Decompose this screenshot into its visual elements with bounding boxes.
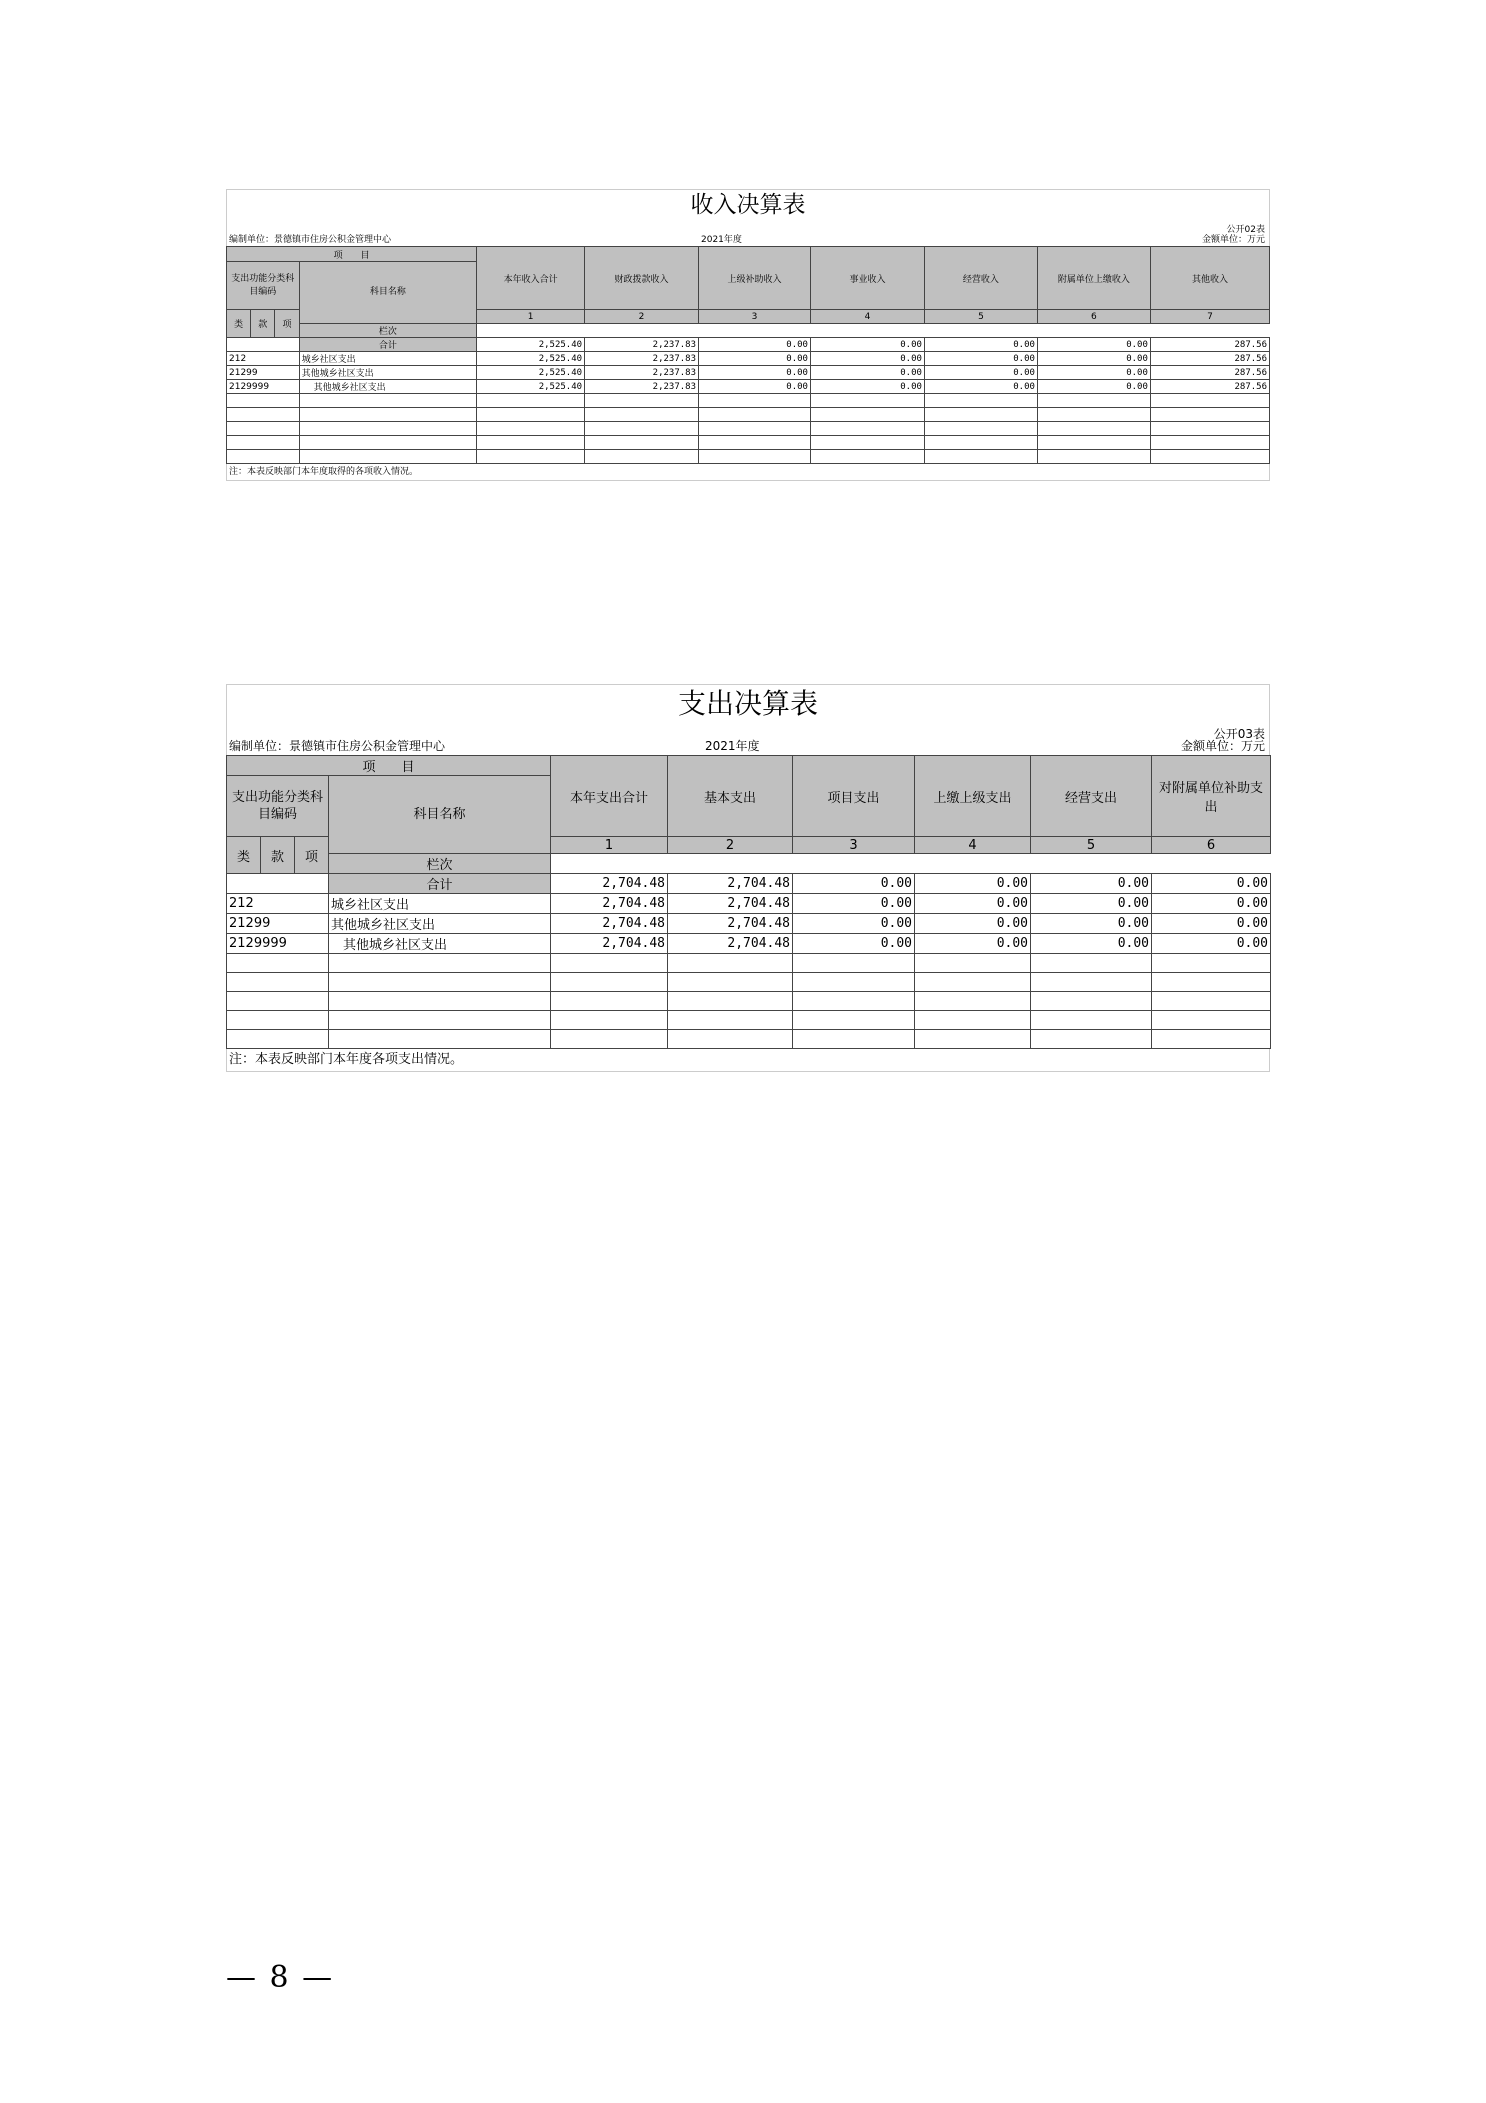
row-value: 0.00 <box>699 352 811 366</box>
income-h-lanci: 栏次 <box>299 324 477 338</box>
row-value: 0.00 <box>793 934 915 954</box>
row-value: 2,525.40 <box>477 352 585 366</box>
row-value: 0.00 <box>1031 914 1152 934</box>
row-name: 其他城乡社区支出 <box>299 366 477 380</box>
expense-header-class: 支出功能分类科目编码 <box>227 776 329 837</box>
row-name: 其他城乡社区支出 <box>329 934 551 954</box>
row-value: 0.00 <box>1152 914 1271 934</box>
row-value: 0.00 <box>1037 380 1150 394</box>
expense-col-header: 基本支出 <box>668 756 793 837</box>
table-row <box>227 894 1271 914</box>
income-unit-label: 编制单位：景德镇市住房公积金管理中心 <box>229 235 392 245</box>
income-col-num: 7 <box>1150 310 1269 324</box>
expense-col-num: 3 <box>793 837 915 854</box>
row-name: 其他城乡社区支出 <box>299 380 477 394</box>
income-col-header: 上级补助收入 <box>699 247 811 310</box>
income-money-unit: 金额单位：万元 <box>1201 235 1265 245</box>
row-value: 0.00 <box>793 914 915 934</box>
income-h-total: 合计 <box>299 338 477 352</box>
expense-col-num: 6 <box>1152 837 1271 854</box>
row-value: 2,704.48 <box>551 894 668 914</box>
expense-total-value: 0.00 <box>1152 874 1271 894</box>
row-value: 0.00 <box>924 366 1037 380</box>
income-total-row <box>227 338 1270 352</box>
expense-h-total: 合计 <box>329 874 551 894</box>
row-value: 0.00 <box>915 894 1031 914</box>
row-value: 287.56 <box>1150 380 1269 394</box>
income-col-header: 财政拨款收入 <box>585 247 699 310</box>
income-h-kuan: 款 <box>251 310 275 338</box>
income-total-value: 0.00 <box>924 338 1037 352</box>
expense-note: 注：本表反映部门本年度各项支出情况。 <box>226 1049 1270 1072</box>
table-row <box>227 366 1270 380</box>
row-value: 0.00 <box>1037 366 1150 380</box>
income-col-header: 经营收入 <box>924 247 1037 310</box>
table-row <box>227 934 1271 954</box>
row-value: 287.56 <box>1150 352 1269 366</box>
expense-statement <box>226 684 1270 1072</box>
income-h-xiang: 项 <box>275 310 299 338</box>
row-value: 0.00 <box>699 380 811 394</box>
expense-col-header: 上缴上级支出 <box>915 756 1031 837</box>
income-col-num: 6 <box>1037 310 1150 324</box>
row-name: 其他城乡社区支出 <box>329 914 551 934</box>
expense-year: 2021年度 <box>705 739 760 753</box>
income-header-name: 科目名称 <box>299 262 477 324</box>
income-note: 注：本表反映部门本年度取得的各项收入情况。 <box>226 464 1270 481</box>
expense-money-unit: 金额单位：万元 <box>1180 739 1265 753</box>
expense-h-xiang: 项 <box>295 837 329 874</box>
income-total-value: 0.00 <box>699 338 811 352</box>
empty-row <box>227 992 1271 1011</box>
page-number: — 8 — <box>226 1960 335 1995</box>
expense-total-value: 0.00 <box>793 874 915 894</box>
income-header-class: 支出功能分类科目编码 <box>227 262 300 310</box>
expense-title: 支出决算表 <box>226 684 1270 723</box>
table-row <box>227 380 1270 394</box>
empty-row <box>227 394 1270 408</box>
row-value: 0.00 <box>1031 894 1152 914</box>
income-total-value: 0.00 <box>1037 338 1150 352</box>
income-col-num: 1 <box>477 310 585 324</box>
income-total-value: 0.00 <box>810 338 924 352</box>
expense-total-value: 2,704.48 <box>551 874 668 894</box>
row-value: 0.00 <box>1037 352 1150 366</box>
expense-h-kuan: 款 <box>261 837 295 874</box>
row-code: 212 <box>227 352 300 366</box>
income-form-code: 公开02表 <box>1226 225 1265 235</box>
row-value: 0.00 <box>810 380 924 394</box>
row-value: 0.00 <box>915 934 1031 954</box>
income-title: 收入决算表 <box>226 189 1270 220</box>
income-col-header: 事业收入 <box>810 247 924 310</box>
row-value: 0.00 <box>1152 894 1271 914</box>
row-code: 21299 <box>227 366 300 380</box>
row-name: 城乡社区支出 <box>299 352 477 366</box>
row-value: 2,237.83 <box>585 366 699 380</box>
expense-header-xm: 项 目 <box>227 756 551 776</box>
row-value: 2,704.48 <box>668 894 793 914</box>
expense-total-value: 2,704.48 <box>668 874 793 894</box>
row-value: 2,237.83 <box>585 352 699 366</box>
expense-total-row <box>227 874 1271 894</box>
row-value: 2,525.40 <box>477 366 585 380</box>
expense-h-lanci: 栏次 <box>329 854 551 874</box>
empty-row <box>227 973 1271 992</box>
expense-col-header: 经营支出 <box>1031 756 1152 837</box>
row-code: 2129999 <box>227 934 329 954</box>
row-value: 0.00 <box>1031 934 1152 954</box>
expense-form-code: 公开03表 <box>1213 727 1265 741</box>
empty-row <box>227 450 1270 464</box>
row-code: 21299 <box>227 914 329 934</box>
expense-total-value: 0.00 <box>1031 874 1152 894</box>
expense-col-header: 对附属单位补助支出 <box>1152 756 1271 837</box>
empty-row <box>227 436 1270 450</box>
expense-col-num: 5 <box>1031 837 1152 854</box>
row-value: 287.56 <box>1150 366 1269 380</box>
expense-col-header: 项目支出 <box>793 756 915 837</box>
row-value: 0.00 <box>793 894 915 914</box>
table-row <box>227 914 1271 934</box>
income-col-num: 5 <box>924 310 1037 324</box>
income-col-num: 3 <box>699 310 811 324</box>
income-year: 2021年度 <box>701 235 742 245</box>
income-col-header: 本年收入合计 <box>477 247 585 310</box>
expense-unit-label: 编制单位：景德镇市住房公积金管理中心 <box>229 739 446 753</box>
row-code: 212 <box>227 894 329 914</box>
empty-row <box>227 422 1270 436</box>
expense-col-header: 本年支出合计 <box>551 756 668 837</box>
income-col-header: 其他收入 <box>1150 247 1269 310</box>
row-value: 2,525.40 <box>477 380 585 394</box>
income-total-value: 2,237.83 <box>585 338 699 352</box>
row-value: 0.00 <box>924 352 1037 366</box>
row-value: 2,704.48 <box>668 934 793 954</box>
row-value: 0.00 <box>1152 934 1271 954</box>
expense-col-num: 1 <box>551 837 668 854</box>
row-value: 2,237.83 <box>585 380 699 394</box>
expense-total-value: 0.00 <box>915 874 1031 894</box>
empty-row <box>227 954 1271 973</box>
income-col-header: 附属单位上缴收入 <box>1037 247 1150 310</box>
row-value: 0.00 <box>810 366 924 380</box>
empty-row <box>227 1030 1271 1049</box>
expense-meta <box>226 723 1270 755</box>
income-total-value: 2,525.40 <box>477 338 585 352</box>
income-col-num: 2 <box>585 310 699 324</box>
expense-h-lei: 类 <box>227 837 261 874</box>
row-value: 0.00 <box>924 380 1037 394</box>
row-value: 2,704.48 <box>551 934 668 954</box>
table-row <box>227 352 1270 366</box>
row-value: 2,704.48 <box>668 914 793 934</box>
income-h-lei: 类 <box>227 310 251 338</box>
income-header-xm: 项 目 <box>227 247 477 262</box>
expense-table <box>226 755 1271 1049</box>
income-statement <box>226 189 1270 481</box>
income-total-value: 287.56 <box>1150 338 1269 352</box>
income-meta <box>226 220 1270 246</box>
row-code: 2129999 <box>227 380 300 394</box>
empty-row <box>227 408 1270 422</box>
row-value: 2,704.48 <box>551 914 668 934</box>
expense-header-name: 科目名称 <box>329 776 551 854</box>
row-value: 0.00 <box>915 914 1031 934</box>
expense-col-num: 2 <box>668 837 793 854</box>
income-col-num: 4 <box>810 310 924 324</box>
empty-row <box>227 1011 1271 1030</box>
row-value: 0.00 <box>810 352 924 366</box>
expense-col-num: 4 <box>915 837 1031 854</box>
row-value: 0.00 <box>699 366 811 380</box>
row-name: 城乡社区支出 <box>329 894 551 914</box>
income-table <box>226 246 1270 464</box>
